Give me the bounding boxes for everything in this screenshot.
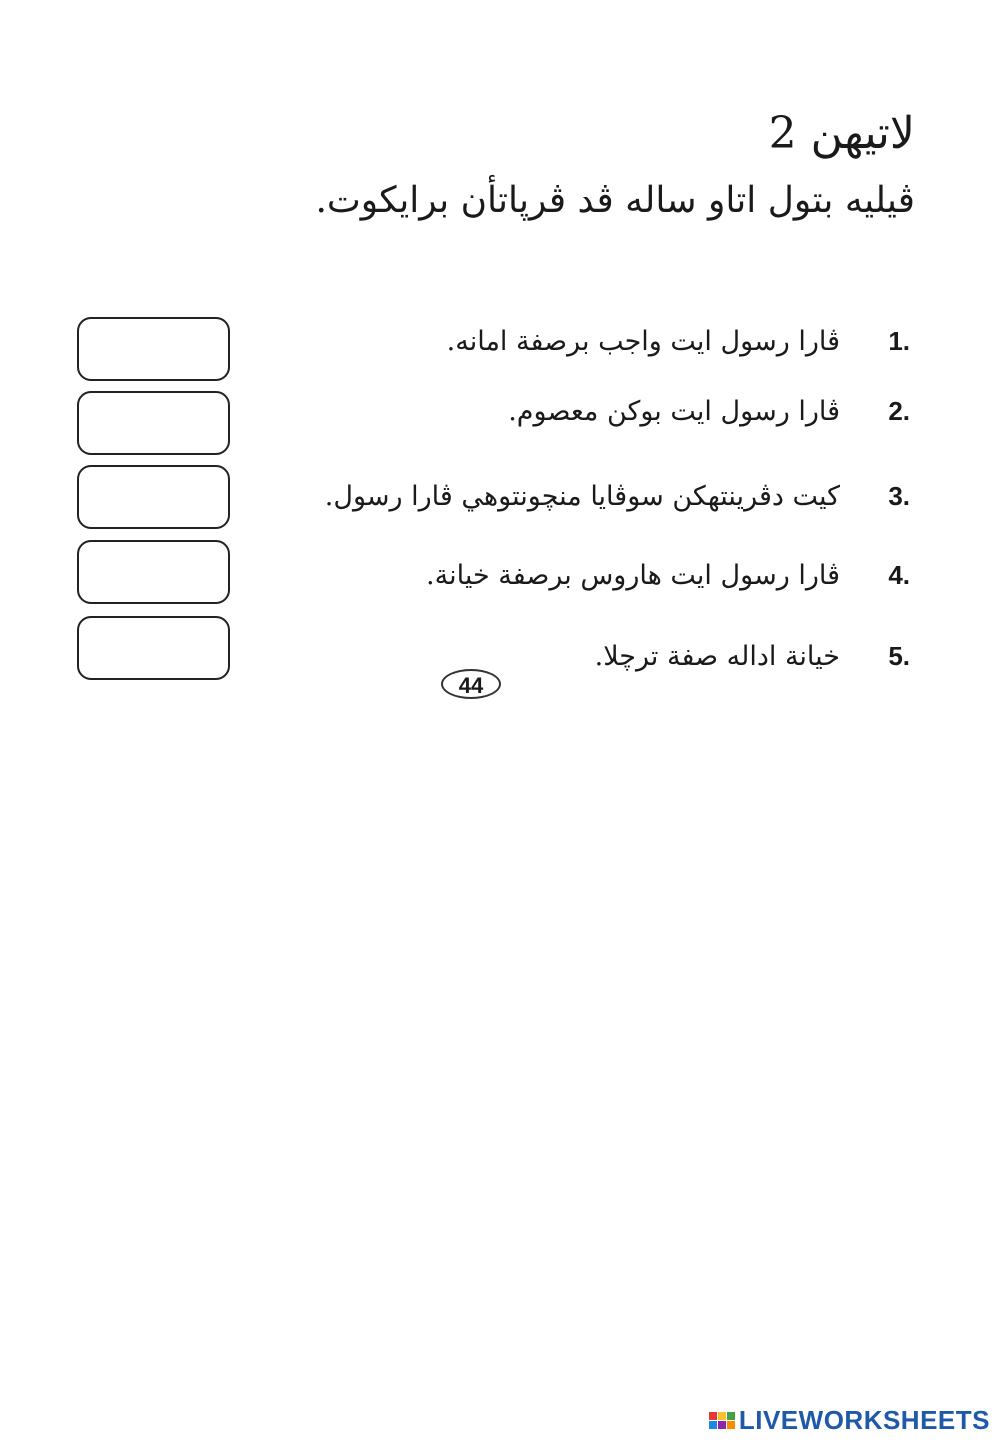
answer-box-5[interactable]	[77, 616, 230, 680]
answer-box-1[interactable]	[77, 317, 230, 381]
answer-box-2[interactable]	[77, 391, 230, 455]
question-number: 2.	[888, 395, 910, 426]
question-row	[447, 316, 910, 366]
question-text: ڤارا رسول ايت هاروس برصفة خيانة.	[426, 559, 840, 591]
brand-footer	[709, 1405, 990, 1436]
question-number: 4.	[888, 559, 910, 590]
page-number: 44	[441, 669, 501, 699]
question-text: كيت دڤرينتهكن سوڤايا منچونتوهي ڤارا رسول.	[324, 480, 840, 512]
worksheet-instruction: ڤيليه بتول اتاو ساله ڤد ڤرڽاتأن برايكوت.	[315, 180, 915, 221]
question-row	[426, 550, 910, 600]
answer-box-3[interactable]	[77, 465, 230, 529]
brand-name: LIVEWORKSHEETS	[738, 1405, 990, 1435]
question-row	[508, 386, 910, 436]
liveworksheets-logo-icon	[709, 1412, 735, 1429]
question-row	[325, 471, 910, 521]
question-text: ڤارا رسول ايت واجب برصفة امانه.	[446, 325, 840, 357]
question-row	[595, 631, 910, 681]
question-text: ڤارا رسول ايت بوكن معصوم.	[508, 395, 840, 427]
answer-box-4[interactable]	[77, 540, 230, 604]
question-number: 3.	[888, 480, 910, 511]
worksheet-title: لاتيهن 2	[768, 108, 915, 159]
question-number: 1.	[888, 325, 910, 356]
question-number: 5.	[888, 640, 910, 671]
question-text: خيانة اداله صفة ترچلا.	[594, 640, 840, 672]
